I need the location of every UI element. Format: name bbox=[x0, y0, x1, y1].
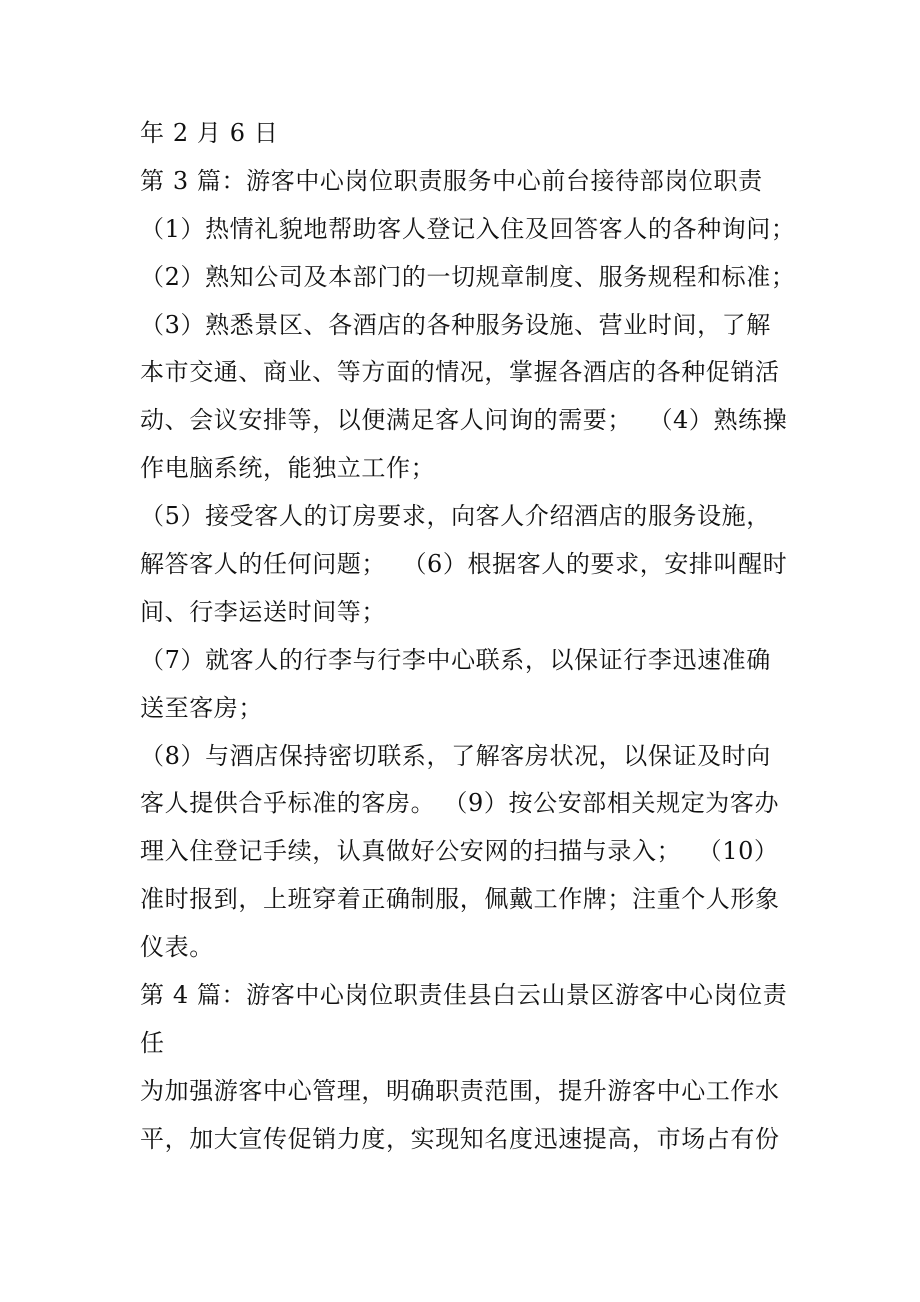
text-line: 客人提供合乎标准的客房。 （9）按公安部相关规定为客办 bbox=[140, 789, 780, 818]
text-line: 为加强游客中心管理，明确职责范围，提升游客中心工作水 bbox=[140, 1076, 780, 1105]
text-line: 理入住登记手续，认真做好公安网的扫描与录入； （10） bbox=[140, 837, 779, 866]
text-line: 解答客人的任何问题； （6）根据客人的要求，安排叫醒时 bbox=[140, 550, 788, 579]
text-line: 间、行李运送时间等； bbox=[140, 597, 386, 626]
text-line: 作电脑系统，能独立工作； bbox=[140, 454, 436, 483]
text-line: 动、会议安排等，以便满足客人问询的需要； （4）熟练操 bbox=[140, 406, 788, 435]
section-heading-4: 第 4 篇：游客中心岗位职责佳县白云山景区游客中心岗位责 bbox=[140, 981, 788, 1010]
text-line: 仪表。 bbox=[140, 933, 214, 962]
text-line: 准时报到，上班穿着正确制服，佩戴工作牌；注重个人形象 bbox=[140, 885, 780, 914]
text-line: （7）就客人的行李与行李中心联系，以保证行李迅速准确 bbox=[140, 645, 771, 674]
text-line: （5）接受客人的订房要求，向客人介绍酒店的服务设施， bbox=[140, 502, 771, 531]
text-line: （8）与酒店保持密切联系，了解客房状况，以保证及时向 bbox=[140, 741, 771, 770]
text-line: 平，加大宣传促销力度，实现知名度迅速提高，市场占有份 bbox=[140, 1124, 780, 1153]
section-heading-4-continued: 任 bbox=[140, 1028, 165, 1057]
section-heading-3: 第 3 篇：游客中心岗位职责服务中心前台接待部岗位职责 bbox=[140, 166, 763, 195]
text-line: 年 2 月 6 日 bbox=[140, 119, 279, 147]
text-line: 本市交通、商业、等方面的情况，掌握各酒店的各种促销活 bbox=[140, 358, 780, 387]
text-line: 送至客房； bbox=[140, 693, 263, 722]
document-body bbox=[140, 110, 796, 1164]
text-line: （2）熟知公司及本部门的一切规章制度、服务规程和标准； bbox=[140, 262, 796, 291]
text-line: （1）热情礼貌地帮助客人登记入住及回答客人的各种询问； bbox=[140, 214, 796, 243]
text-line: （3）熟悉景区、各酒店的各种服务设施、营业时间，了解 bbox=[140, 310, 771, 339]
